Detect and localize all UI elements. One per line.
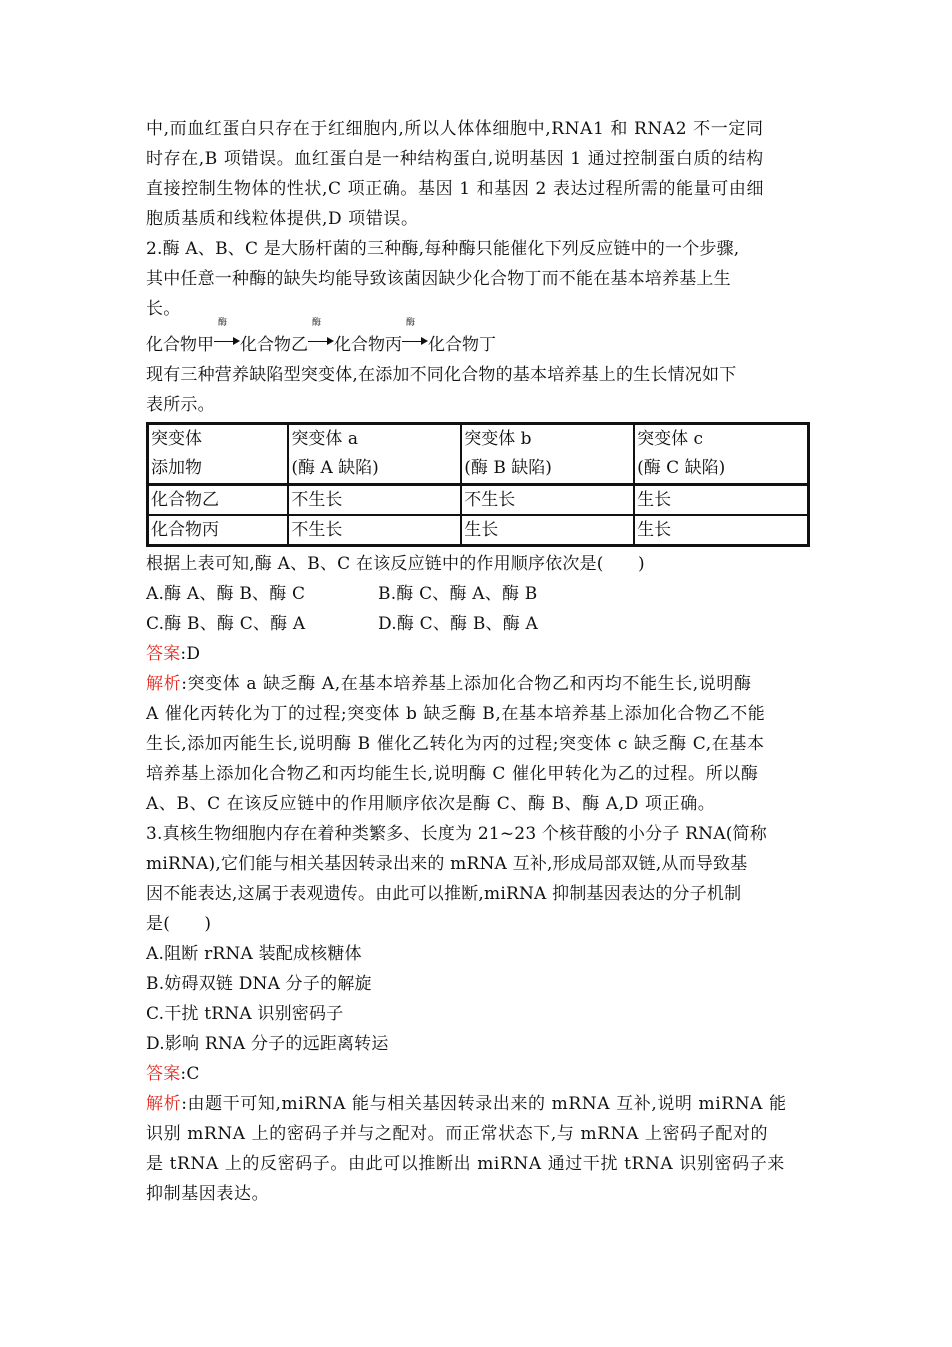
header-cell: 突变体 添加物 xyxy=(148,424,289,485)
analysis-line: 解析:突变体 a 缺乏酶 A,在基本培养基上添加化合物乙和丙均不能生长,说明酶 xyxy=(146,674,752,694)
reaction-chain xyxy=(146,318,810,360)
table-intro-line: 表所示。 xyxy=(146,395,215,415)
analysis-label: 解析 xyxy=(146,1094,182,1114)
enzyme-label: 酶 xyxy=(312,318,322,328)
option-a: A.阻断 rRNA 装配成核糖体 xyxy=(146,944,362,964)
enzyme-arrow-icon xyxy=(214,318,240,350)
analysis-line: 识别 mRNA 上的密码子并与之配对。而正常状态下,与 mRNA 上密码子配对的 xyxy=(146,1124,769,1144)
table-cell: 不生长 xyxy=(288,515,461,546)
analysis-block xyxy=(146,1089,810,1209)
answer-value: :D xyxy=(180,644,201,664)
table-cell: 化合物乙 xyxy=(148,485,289,516)
answer-label: 答案 xyxy=(146,644,181,664)
option-b: B.酶 C、酶 A、酶 B xyxy=(378,584,538,604)
options-row xyxy=(146,609,810,639)
analysis-line: A、B、C 在该反应链中的作用顺序依次是酶 C、酶 B、酶 A,D 项正确。 xyxy=(146,794,716,814)
q2-stem-line: 长。 xyxy=(146,299,181,319)
table-cell: 不生长 xyxy=(288,485,461,516)
text-line: 胞质基质和线粒体提供,D 项错误。 xyxy=(146,209,419,229)
enzyme-arrow-icon xyxy=(402,318,428,350)
compound-jia: 化合物甲 xyxy=(146,335,214,355)
option-d: D.酶 C、酶 B、酶 A xyxy=(378,614,539,634)
answer-line xyxy=(146,1059,810,1089)
text-line: 直接控制生物体的性状,C 项正确。基因 1 和基因 2 表达过程所需的能量可由细 xyxy=(146,179,765,199)
option-c: C.酶 B、酶 C、酶 A xyxy=(146,614,306,634)
analysis-line: 是 tRNA 上的反密码子。由此可以推断出 miRNA 通过干扰 tRNA 识别密码子来 xyxy=(146,1154,785,1174)
q3-stem-line: 3.真核生物细胞内存在着种类繁多、长度为 21~23 个核苷酸的小分子 RNA(简称 xyxy=(146,824,767,844)
header-cell: 突变体 c (酶 C 缺陷) xyxy=(634,424,808,485)
compound-yi: 化合物乙 xyxy=(240,335,308,355)
table-header-row xyxy=(148,424,809,485)
analysis-line: A 催化丙转化为丁的过程;突变体 b 缺乏酶 B,在基本培养基上添加化合物乙不能 xyxy=(146,704,766,724)
options-row xyxy=(146,579,810,609)
q2-stem-line: 2.酶 A、B、C 是大肠杆菌的三种酶,每种酶只能催化下列反应链中的一个步骤, xyxy=(146,239,740,259)
analysis-label: 解析 xyxy=(146,674,182,694)
q3-stem-line: 因不能表达,这属于表观遗传。由此可以推断,miRNA 抑制基因表达的分子机制 xyxy=(146,884,742,904)
answer-label: 答案 xyxy=(146,1064,181,1084)
option-b: B.妨碍双链 DNA 分子的解旋 xyxy=(146,974,372,994)
analysis-line: 生长,添加丙能生长,说明酶 B 催化乙转化为丙的过程;突变体 c 缺乏酶 C,在基本 xyxy=(146,734,765,754)
table-cell: 生长 xyxy=(634,515,808,546)
document-page xyxy=(146,114,810,1209)
table-intro-line: 现有三种营养缺陷型突变体,在添加不同化合物的基本培养基上的生长情况如下 xyxy=(146,365,737,385)
table-cell: 生长 xyxy=(634,485,808,516)
text-line: 时存在,B 项错误。血红蛋白是一种结构蛋白,说明基因 1 通过控制蛋白质的结构 xyxy=(146,149,764,169)
enzyme-arrow-icon xyxy=(308,318,334,350)
option-c: C.干扰 tRNA 识别密码子 xyxy=(146,1004,344,1024)
answer-line xyxy=(146,639,810,669)
analysis-block xyxy=(146,669,810,819)
analysis-line: 培养基上添加化合物乙和丙均能生长,说明酶 C 催化甲转化为乙的过程。所以酶 xyxy=(146,764,759,784)
option-d: D.影响 RNA 分子的远距离转运 xyxy=(146,1034,389,1054)
enzyme-label: 酶 xyxy=(406,318,416,328)
header-cell: 突变体 b (酶 B 缺陷) xyxy=(461,424,634,485)
previous-explanation xyxy=(146,114,810,234)
enzyme-label: 酶 xyxy=(218,318,228,328)
q3-stem-line: miRNA),它们能与相关基因转录出来的 mRNA 互补,形成局部双链,从而导致基 xyxy=(146,854,748,874)
compound-ding: 化合物丁 xyxy=(428,335,496,355)
text-line: 中,而血红蛋白只存在于红细胞内,所以人体体细胞中,RNA1 和 RNA2 不一定同 xyxy=(146,119,764,139)
table-cell: 生长 xyxy=(461,515,634,546)
table-row xyxy=(148,515,809,546)
header-cell: 突变体 a (酶 A 缺陷) xyxy=(288,424,461,485)
table-cell: 不生长 xyxy=(461,485,634,516)
q2-question: 根据上表可知,酶 A、B、C 在该反应链中的作用顺序依次是( ) xyxy=(146,554,645,574)
analysis-line: 抑制基因表达。 xyxy=(146,1184,270,1204)
answer-value: :C xyxy=(180,1064,200,1084)
question-3 xyxy=(146,819,810,1209)
option-a: A.酶 A、酶 B、酶 C xyxy=(146,584,306,604)
table-row xyxy=(148,485,809,516)
compound-bing: 化合物丙 xyxy=(334,335,402,355)
mutant-growth-table xyxy=(146,422,810,547)
analysis-line: 解析:由题干可知,miRNA 能与相关基因转录出来的 mRNA 互补,说明 miRNA 能 xyxy=(146,1094,787,1114)
q2-stem-line: 其中任意一种酶的缺失均能导致该菌因缺少化合物丁而不能在基本培养基上生 xyxy=(146,269,731,289)
table-cell: 化合物丙 xyxy=(148,515,289,546)
q3-stem-line: 是( ) xyxy=(146,914,212,934)
question-2 xyxy=(146,234,810,819)
